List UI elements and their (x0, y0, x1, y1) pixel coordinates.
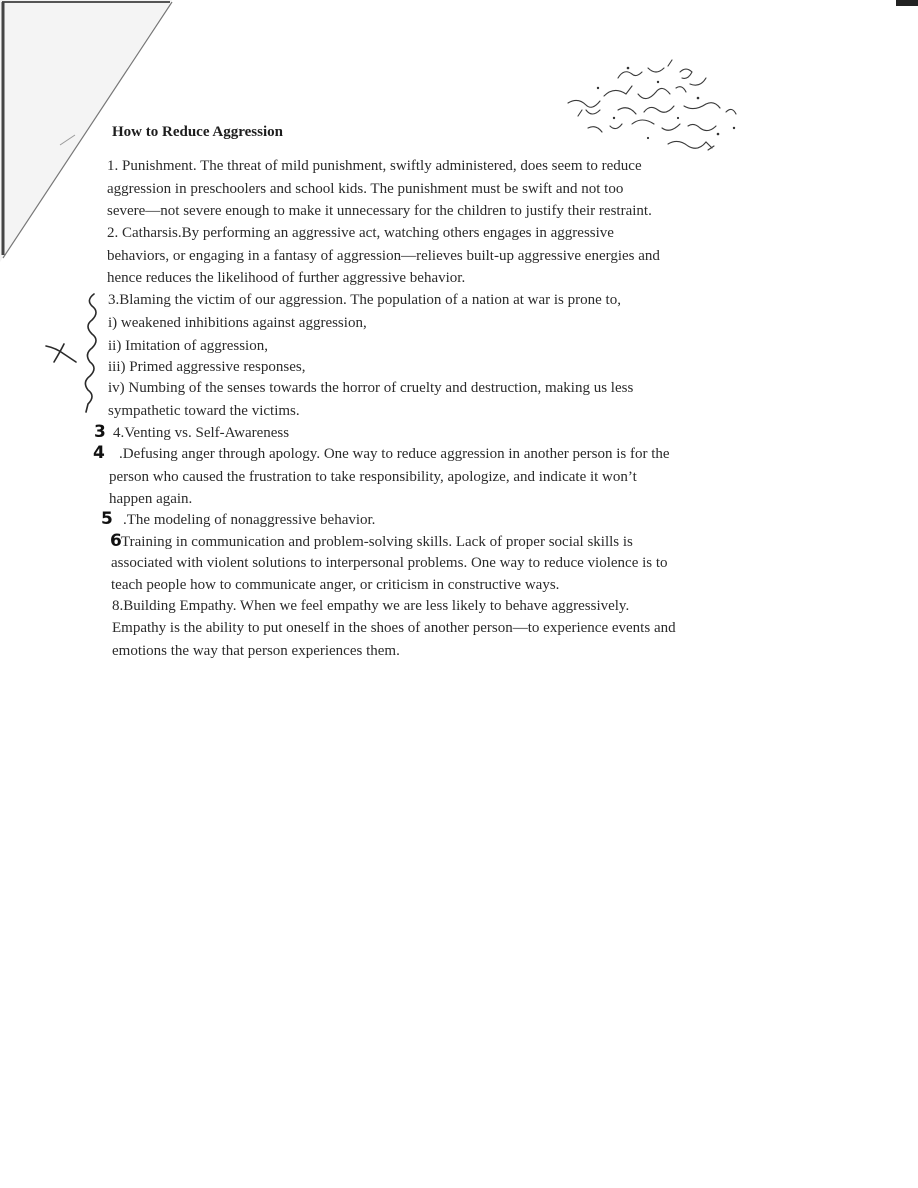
arabic-signature-stamp (558, 58, 746, 158)
document-title: How to Reduce Aggression (112, 124, 283, 140)
scan-edge-mark (896, 0, 918, 6)
text-line: Empathy is the ability to put oneself in the shoes of another person—to experience events and (112, 620, 676, 636)
text-line: 8.Building Empathy. When we feel empathy we are less likely to behave aggressively. (112, 598, 630, 614)
text-line: behaviors, or engaging in a fantasy of aggression—relieves built-up aggressive energies and (107, 248, 660, 264)
text-line: 2. Catharsis.By performing an aggressive act, watching others engages in aggressive (107, 225, 614, 241)
text-line: .The modeling of nonaggressive behavior. (123, 512, 376, 528)
text-line: teach people how to communicate anger, or criticism in constructive ways. (111, 577, 560, 593)
handwritten-x-mark (44, 342, 78, 364)
text-line: iv) Numbing of the senses towards the horror of cruelty and destruction, making us less (108, 380, 634, 396)
handwritten-renumber-3: 3 (94, 422, 106, 442)
text-line: happen again. (109, 491, 193, 507)
text-line: 1. Punishment. The threat of mild punishment, swiftly administered, does seem to reduce (107, 158, 642, 174)
text-line: iii) Primed aggressive responses, (108, 359, 306, 375)
text-line: person who caused the frustration to take responsibility, apologize, and indicate it won’t (109, 469, 637, 485)
handwritten-renumber-4: 4 (93, 443, 105, 463)
text-line: i) weakened inhibitions against aggression, (108, 315, 367, 331)
text-line: hence reduces the likelihood of further aggressive behavior. (107, 270, 466, 286)
text-line: emotions the way that person experiences them. (112, 643, 400, 659)
text-line: aggression in preschoolers and school kids. The punishment must be swift and not too (107, 181, 624, 197)
text-line: ii) Imitation of aggression, (108, 338, 268, 354)
text-line: sympathetic toward the victims. (108, 403, 300, 419)
handwritten-renumber-5: 5 (101, 509, 113, 529)
text-line: 4.Venting vs. Self-Awareness (113, 425, 290, 441)
text-line: 3.Blaming the victim of our aggression. The population of a nation at war is prone to, (108, 292, 621, 308)
text-line: .Defusing anger through apology. One way to reduce aggression in another person is for the (119, 446, 670, 462)
text-line: severe—not severe enough to make it unnecessary for the children to justify their restraint. (107, 203, 652, 219)
text-line: Training in communication and problem-solving skills. Lack of proper social skills is (121, 534, 633, 550)
handwritten-brace (82, 292, 102, 416)
text-line: associated with violent solutions to interpersonal problems. One way to reduce violence is to (111, 555, 668, 571)
handwritten-renumber-6: 6 (110, 531, 122, 551)
